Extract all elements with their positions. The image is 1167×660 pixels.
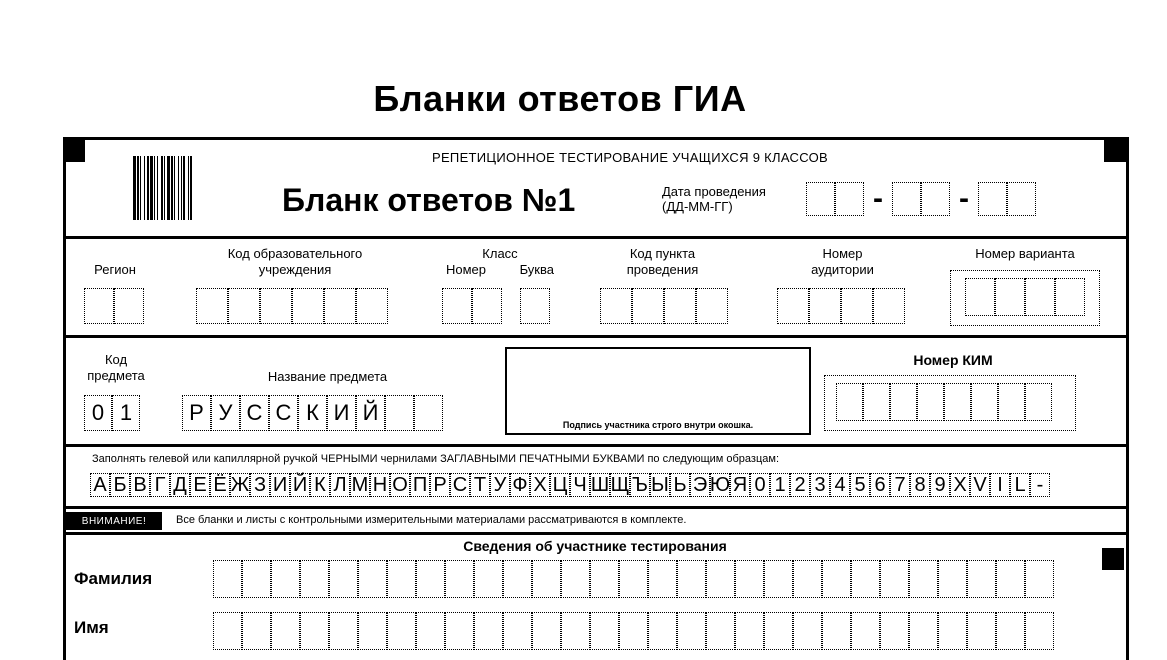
surname-cell[interactable] bbox=[735, 560, 764, 598]
name-cell[interactable] bbox=[880, 612, 909, 650]
surname-cell[interactable] bbox=[590, 560, 619, 598]
date-separator: - bbox=[959, 182, 969, 215]
surname-cell[interactable] bbox=[909, 560, 938, 598]
name-cell[interactable] bbox=[271, 612, 300, 650]
name-field[interactable] bbox=[213, 612, 1054, 650]
room-label-line1: Номер bbox=[822, 246, 863, 261]
school-code-label-line1: Код образовательного bbox=[227, 246, 363, 261]
name-cell[interactable] bbox=[445, 612, 474, 650]
name-cell[interactable] bbox=[706, 612, 735, 650]
sample-char: 7 bbox=[890, 473, 910, 497]
name-cell[interactable] bbox=[561, 612, 590, 650]
date-field[interactable] bbox=[806, 182, 1036, 216]
subject-code-cell[interactable]: 1 bbox=[112, 395, 140, 431]
name-cell[interactable] bbox=[358, 612, 387, 650]
sample-char: 4 bbox=[830, 473, 850, 497]
form-title: Бланк ответов №1 bbox=[282, 182, 576, 218]
sample-char: I bbox=[990, 473, 1010, 497]
sample-char: - bbox=[1030, 473, 1050, 497]
name-cell[interactable] bbox=[474, 612, 503, 650]
signature-box[interactable] bbox=[505, 347, 811, 435]
sample-char: 0 bbox=[750, 473, 770, 497]
signature-faint-text bbox=[507, 349, 809, 364]
room-label-line2: аудитории bbox=[811, 262, 874, 277]
sample-char: Ъ bbox=[630, 473, 650, 497]
sample-char: 8 bbox=[910, 473, 930, 497]
sample-char: Г bbox=[150, 473, 170, 497]
divider bbox=[63, 236, 1126, 239]
sample-char: L bbox=[1010, 473, 1030, 497]
divider bbox=[63, 335, 1126, 338]
sample-char: Ф bbox=[510, 473, 530, 497]
room-label bbox=[775, 246, 910, 278]
sample-char: Я bbox=[730, 473, 750, 497]
sample-char: З bbox=[250, 473, 270, 497]
kim-number-label: Номер КИМ bbox=[913, 352, 993, 368]
subject-code-label-line1: Код bbox=[104, 352, 128, 367]
surname-cell[interactable] bbox=[474, 560, 503, 598]
school-code-field[interactable] bbox=[196, 288, 388, 324]
sample-char: 3 bbox=[810, 473, 830, 497]
sample-char: Х bbox=[530, 473, 550, 497]
surname-cell[interactable] bbox=[938, 560, 967, 598]
surname-cell[interactable] bbox=[851, 560, 880, 598]
sample-char: Щ bbox=[610, 473, 630, 496]
subject-name-cell[interactable]: Й bbox=[356, 395, 385, 431]
sample-char: Д bbox=[170, 473, 190, 497]
surname-cell[interactable] bbox=[358, 560, 387, 598]
name-cell[interactable] bbox=[967, 612, 996, 650]
surname-cell[interactable] bbox=[387, 560, 416, 598]
subject-code-cell[interactable]: 0 bbox=[84, 395, 112, 431]
date-separator: - bbox=[873, 182, 883, 215]
subject-name-field[interactable] bbox=[182, 395, 443, 431]
subject-name-cell[interactable]: И bbox=[327, 395, 356, 431]
surname-cell[interactable] bbox=[445, 560, 474, 598]
date-label bbox=[662, 184, 766, 214]
surname-cell[interactable] bbox=[503, 560, 532, 598]
date-label-line1: Дата проведения bbox=[662, 184, 766, 199]
sample-char: 9 bbox=[930, 473, 950, 497]
surname-cell[interactable] bbox=[532, 560, 561, 598]
subject-name-cell[interactable] bbox=[414, 395, 443, 431]
class-number-label: Номер bbox=[446, 262, 487, 277]
page-title: Бланки ответов ГИА bbox=[373, 78, 747, 119]
surname-cell[interactable] bbox=[677, 560, 706, 598]
sample-char: Ё bbox=[210, 473, 230, 497]
surname-cell[interactable] bbox=[822, 560, 851, 598]
name-cell[interactable] bbox=[619, 612, 648, 650]
surname-cell[interactable] bbox=[213, 560, 242, 598]
warning-tag: ВНИМАНИЕ! bbox=[66, 512, 162, 530]
name-cell[interactable] bbox=[387, 612, 416, 650]
surname-cell[interactable] bbox=[764, 560, 793, 598]
surname-cell[interactable] bbox=[967, 560, 996, 598]
divider bbox=[63, 444, 1126, 447]
corner-marker-top-right bbox=[1104, 140, 1126, 162]
fill-instructions: Заполнять гелевой или капиллярной ручкой ЧЕРНЫМИ чернилами ЗАГЛАВНЫМИ ПЕЧАТНЫМИ БУКВАМИ по следующим образцам: bbox=[92, 453, 779, 465]
surname-cell[interactable] bbox=[242, 560, 271, 598]
sample-characters bbox=[90, 473, 1050, 497]
sample-char: А bbox=[90, 473, 110, 497]
name-cell[interactable] bbox=[677, 612, 706, 650]
subject-name-cell[interactable]: С bbox=[240, 395, 269, 431]
sample-char: Ж bbox=[230, 473, 250, 496]
surname-field[interactable] bbox=[213, 560, 1054, 598]
point-code-label bbox=[590, 246, 735, 278]
surname-cell[interactable] bbox=[300, 560, 329, 598]
sample-char: У bbox=[490, 473, 510, 497]
date-label-line2: (ДД-ММ-ГГ) bbox=[662, 199, 733, 214]
sample-char: О bbox=[390, 473, 410, 497]
name-cell[interactable] bbox=[996, 612, 1025, 650]
region-label: Регион bbox=[94, 262, 136, 277]
participant-section-title: Сведения об участнике тестирования bbox=[463, 538, 727, 554]
header-top-line: РЕПЕТИЦИОННОЕ ТЕСТИРОВАНИЕ УЧАЩИХСЯ 9 КЛАССОВ bbox=[431, 150, 828, 165]
surname-cell[interactable] bbox=[706, 560, 735, 598]
name-cell[interactable] bbox=[590, 612, 619, 650]
sample-char: М bbox=[351, 473, 369, 496]
class-number-field[interactable] bbox=[442, 288, 502, 324]
point-code-label-line1: Код пункта bbox=[629, 246, 696, 261]
subject-name-cell[interactable]: У bbox=[211, 395, 240, 431]
sample-char: Ч bbox=[570, 473, 590, 497]
class-sublabels bbox=[440, 262, 560, 278]
sample-char: И bbox=[270, 473, 290, 497]
name-cell[interactable] bbox=[735, 612, 764, 650]
subject-name-cell[interactable]: Р bbox=[182, 395, 211, 431]
subject-code-label bbox=[78, 352, 154, 384]
sample-char: П bbox=[410, 473, 430, 497]
sample-char: Л bbox=[330, 473, 350, 497]
sample-char: 1 bbox=[770, 473, 790, 497]
sample-char: Ю bbox=[709, 473, 731, 496]
surname-cell[interactable] bbox=[561, 560, 590, 598]
subject-name-cell[interactable] bbox=[385, 395, 414, 431]
sample-char: К bbox=[310, 473, 330, 497]
subject-code-label-line2: предмета bbox=[87, 368, 145, 383]
subject-code-field[interactable] bbox=[84, 395, 140, 431]
sample-char: Э bbox=[690, 473, 710, 497]
name-label: Имя bbox=[74, 618, 109, 637]
name-cell[interactable] bbox=[242, 612, 271, 650]
barcode bbox=[133, 156, 248, 220]
name-cell[interactable] bbox=[329, 612, 358, 650]
sample-char: 5 bbox=[850, 473, 870, 497]
school-code-label-line2: учреждения bbox=[258, 262, 332, 277]
sample-char: Ш bbox=[590, 473, 610, 496]
region-field[interactable] bbox=[84, 288, 144, 324]
subject-name-cell[interactable]: К bbox=[298, 395, 327, 431]
name-cell[interactable] bbox=[648, 612, 677, 650]
subject-name-cell[interactable]: С bbox=[269, 395, 298, 431]
corner-marker-top-left bbox=[63, 140, 85, 162]
sample-char: Т bbox=[470, 473, 490, 497]
point-code-field[interactable] bbox=[600, 288, 728, 324]
class-letter-label: Буква bbox=[519, 262, 554, 277]
name-cell[interactable] bbox=[764, 612, 793, 650]
surname-cell[interactable] bbox=[416, 560, 445, 598]
surname-cell[interactable] bbox=[648, 560, 677, 598]
name-cell[interactable] bbox=[1025, 612, 1054, 650]
surname-cell[interactable] bbox=[329, 560, 358, 598]
point-code-label-line2: проведения bbox=[626, 262, 699, 277]
class-letter-field[interactable] bbox=[520, 288, 550, 324]
name-cell[interactable] bbox=[300, 612, 329, 650]
corner-marker-right bbox=[1102, 548, 1124, 570]
sample-char: X bbox=[950, 473, 970, 497]
sample-char: Ь bbox=[670, 473, 690, 497]
sample-char: С bbox=[450, 473, 470, 497]
school-code-label bbox=[195, 246, 395, 278]
sample-char: Ы bbox=[651, 473, 669, 496]
surname-cell[interactable] bbox=[996, 560, 1025, 598]
divider bbox=[63, 532, 1126, 535]
warning-text: Все бланки и листы с контрольными измерительными материалами рассматриваются в комплекте. bbox=[176, 514, 687, 526]
divider bbox=[63, 506, 1126, 509]
room-field[interactable] bbox=[777, 288, 905, 324]
sample-char: Ц bbox=[550, 473, 570, 497]
sample-char: Н bbox=[370, 473, 390, 497]
name-cell[interactable] bbox=[503, 612, 532, 650]
sample-char: В bbox=[130, 473, 150, 497]
name-cell[interactable] bbox=[822, 612, 851, 650]
name-cell[interactable] bbox=[213, 612, 242, 650]
sample-char: Б bbox=[110, 473, 130, 497]
sample-char: 2 bbox=[790, 473, 810, 497]
name-cell[interactable] bbox=[851, 612, 880, 650]
sample-char: Е bbox=[190, 473, 210, 497]
surname-label: Фамилия bbox=[74, 569, 153, 588]
name-cell[interactable] bbox=[909, 612, 938, 650]
sample-char: Й bbox=[290, 473, 310, 497]
sample-char: Р bbox=[430, 473, 450, 497]
variant-label: Номер варианта bbox=[975, 246, 1075, 261]
subject-name-label: Название предмета bbox=[267, 369, 388, 384]
class-label bbox=[440, 246, 560, 278]
surname-cell[interactable] bbox=[793, 560, 822, 598]
name-cell[interactable] bbox=[793, 612, 822, 650]
signature-caption: Подпись участника строго внутри окошка. bbox=[562, 420, 754, 430]
kim-number-field[interactable] bbox=[836, 383, 1052, 421]
variant-field[interactable] bbox=[965, 278, 1085, 316]
name-cell[interactable] bbox=[938, 612, 967, 650]
surname-cell[interactable] bbox=[619, 560, 648, 598]
sample-char: 6 bbox=[870, 473, 890, 497]
class-label-title: Класс bbox=[482, 246, 518, 261]
surname-cell[interactable] bbox=[271, 560, 300, 598]
name-cell[interactable] bbox=[532, 612, 561, 650]
sample-char: V bbox=[970, 473, 990, 497]
surname-cell[interactable] bbox=[1025, 560, 1054, 598]
surname-cell[interactable] bbox=[880, 560, 909, 598]
name-cell[interactable] bbox=[416, 612, 445, 650]
